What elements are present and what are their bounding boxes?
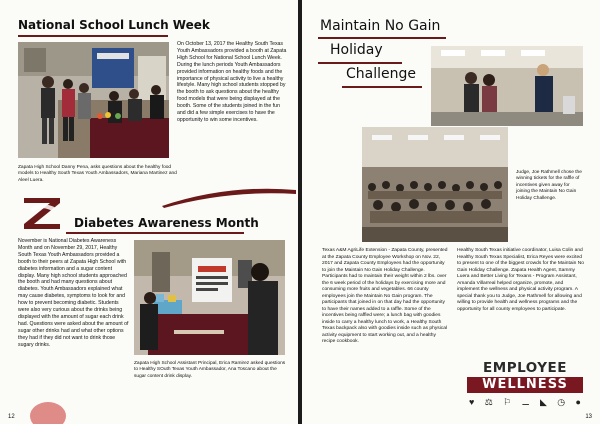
stopwatch-icon: ◷ xyxy=(557,396,566,407)
title-line2-underline xyxy=(318,62,402,64)
apple-decoration xyxy=(28,396,68,424)
raffle-drawing-photo xyxy=(431,46,583,126)
keep-moving-banner xyxy=(158,180,298,210)
challenge-body-col2: Healthy South Texas initiative coordinator, Luisa Colin and Healthy South Texas Specialist, Erica Reyes were excited to present to one of the biggest crowds for the Maintain No Gain Holiday Challenge. Zapata Health Agent, Sammy Luera and Better Living for Texans - Program Assistant, Amanda Villarreal helped organize, promote, and implement the wellness and physical activity program. A special thank you to Judge, Joe Rathmell for allowing and willing to provide health and wellness programs and the opportunity for all county employees to participate. xyxy=(457,248,584,312)
page-number-right: 13 xyxy=(585,414,592,420)
diabetes-booth-photo xyxy=(134,240,285,355)
title-line3-underline xyxy=(342,86,422,88)
lunch-booth-photo xyxy=(18,42,169,158)
challenge-title-line1: Maintain No Gain xyxy=(320,18,441,34)
right-page xyxy=(302,0,600,424)
raffle-caption: Judge, Joe Rathmell chose the winning tickets for the raffle of incentives given away for joining the Maintain No Gain Holiday Challenge. xyxy=(516,170,582,201)
logo-word-employee: EMPLOYEE xyxy=(483,360,567,376)
dumbbell-icon: ⚊ xyxy=(521,396,530,407)
diabetes-title-underline xyxy=(66,232,244,234)
diabetes-caption: Zapata High School Assistant Principal, Erica Ramirez asked questions to Healthy SOuth Texas Youth Ambassador, Ana Toscano about the sugar content drink display. xyxy=(134,361,286,379)
shoe-icon: ◣ xyxy=(540,396,547,407)
apple-icon: ● xyxy=(575,397,581,407)
page-number-left: 12 xyxy=(8,414,15,420)
challenge-title-line3: Challenge xyxy=(346,66,416,82)
title-underline xyxy=(18,35,168,37)
wellness-icons-row xyxy=(469,396,581,408)
title-line1-underline xyxy=(318,37,446,39)
challenge-title-line2: Holiday xyxy=(330,42,383,58)
scale-icon: ⚖ xyxy=(484,396,493,407)
article-title-lunch-week: National School Lunch Week xyxy=(18,18,210,32)
runner-icon: ⚐ xyxy=(503,396,512,407)
left-page xyxy=(0,0,298,424)
lunch-week-body: On October 13, 2017 the Healthy South Texas Youth Ambassadors provided a booth at Zapata High School for National School Lunch Week. During the lunch periods Youth Ambassadors provided information on healthy foods and the importance of physical activity to live a healthy lifestyle. Many high school students stopped by the booth to ask questions about the healthy food models that were being displayed at the booth. Some of the students joined in the fun and did a few simple exercises to have the opportunity to win some incentives. xyxy=(177,41,287,123)
logo-word-wellness: WELLNESS xyxy=(467,377,583,393)
lunch-week-caption: Zapata High School Danny Pena, asks questions about the healthy food models to Healthy South Texas Youth Ambassadors, Mariana Martinez and Aleel Luera. xyxy=(18,165,177,183)
zapata-z-logo xyxy=(20,194,64,232)
challenge-body-col1: Texas A&M AgriLife Extension - Zapata County, presented at the Zapata County Employee Workshop on Nov. 22, 2017 and Zapata County Employees had the opportunity to join the Maintain No Gain Holiday Challenge. Participants had to maintain their weight within 2 lbs. over the 6 week period of the holidays by exercising more and consuming more fruits and vegetables. 66 county employees join the Maintain No Gain program. The participants that joined in on that day had the opportunity to have their names added to a raffle. Some of the incentives being raffled were; a lunch bag with goodies inside to carry a healthy lunch to work, a Healthy South Texas backpack also with goodies inside such as physical activity equipment to start working out, and a healthy recipe cookbook. xyxy=(322,248,448,345)
workshop-crowd-photo xyxy=(362,127,508,242)
heart-icon: ♥ xyxy=(469,397,475,407)
diabetes-body: November is National Diabetes Awareness Month and on November 29, 2017, Healthy South Texas Youth Ambassadors provided a booth to their peers at Zapata High School with diabetes information and a sugar content display. Many high school students approached the booth and had many questions about diabetes. Youth Ambassadors explained what may cause diabetes, symptoms to look for and how to prevent becoming diabetic. Students were also very curious about the drinks being displayed with the amount of sugar each drink had. Questions were asked about the amount of sugar other drinks had and what other options they had if they did not want to drink those sugary drinks. xyxy=(18,238,129,348)
employee-wellness-logo xyxy=(467,360,583,412)
article-title-diabetes: Diabetes Awareness Month xyxy=(74,216,259,230)
